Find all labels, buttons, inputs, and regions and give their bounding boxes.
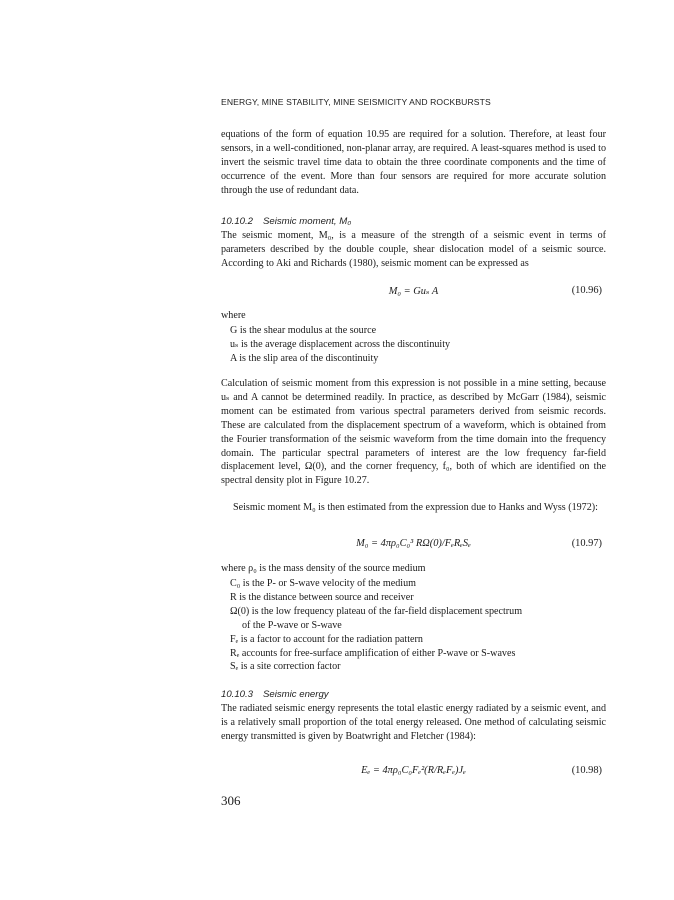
definition-list-2	[230, 577, 600, 674]
paragraph-intro: equations of the form of equation 10.95 are required for a solution. Therefore, at least four sensors, in a well-conditioned, non-planar array, are required. A least-squares method is used to invert the seismic travel time data to obtain the three coordinate components and the time of occurrence of the event. More than four sensors are required for more accurate solution through the use of redundant data.	[221, 129, 606, 196]
definition-item: Sₑ is a site correction factor	[230, 661, 341, 673]
equation-body: Eₑ = 4πρ₀C₀Fₑ²(R/RₑFₑ)Jₑ	[361, 765, 466, 776]
paragraph-calculation: Calculation of seismic moment from this expression is not possible in a mine setting, because uₛ and A cannot be determined readily. In practice, as described by McGarr (1984), seismic moment can be estimated from various spectral parameters derived from seismic records. These are calculated from the displacement spectrum of a waveform, which is obtained from the Fourier transformation of the seismic waveform from the time domain into the frequency domain. The particular spectral parameters of interest are the low frequency far-field displacement level, Ω(0), and the corner frequency, f₀, both of which are identified on the spectral density plot in Figure 10.27.	[221, 378, 606, 487]
paragraph-text: Seismic moment M₀ is then estimated from the expression due to Hanks and Wyss (1972):	[233, 502, 598, 513]
section-heading-seismic-energy	[221, 689, 606, 700]
paragraph-hanks-wyss	[221, 501, 606, 515]
section-title: Seismic moment, M₀	[263, 216, 352, 227]
section-number: 10.10.2	[221, 216, 254, 227]
definition-item-continued: of the P-wave or S-wave	[242, 619, 342, 631]
equation-number: (10.96)	[571, 285, 602, 296]
where-rho-line: where ρ₀ is the mass density of the source medium	[221, 563, 426, 574]
equation-10-96	[221, 285, 606, 301]
definition-item: C₀ is the P- or S-wave velocity of the medium	[230, 578, 417, 589]
definition-item: Rₑ accounts for free-surface amplification of either P-wave or S-waves	[230, 647, 516, 659]
definition-list-1	[230, 324, 600, 366]
running-head: ENERGY, MINE STABILITY, MINE SEISMICITY AND ROCKBURSTS	[221, 97, 491, 107]
equation-body: M₀ = Guₛ A	[388, 286, 439, 297]
definition-item: R is the distance between source and receiver	[230, 591, 414, 603]
section-heading-seismic-moment	[221, 216, 606, 227]
section-number: 10.10.3	[221, 689, 254, 700]
definition-item: Fₑ is a factor to account for the radiation pattern	[230, 633, 423, 645]
definition-item: Ω(0) is the low frequency plateau of the far-field displacement spectrum	[230, 605, 523, 617]
equation-number: (10.97)	[571, 538, 602, 549]
where-label: where	[221, 310, 246, 321]
section-title: Seismic energy	[263, 689, 329, 700]
equation-10-97	[221, 538, 606, 554]
definition-item: G is the shear modulus at the source	[230, 325, 377, 336]
paragraph-moment-definition: The seismic moment, M₀, is a measure of the strength of a seismic event in terms of parameters described by the double couple, shear dislocation model of a seismic source. According to Aki and Richards (1980), seismic moment can be expressed as	[221, 230, 606, 269]
definition-item: uₛ is the average displacement across the discontinuity	[230, 338, 451, 350]
page-number: 306	[221, 793, 241, 808]
equation-10-98	[221, 765, 606, 781]
equation-number: (10.98)	[571, 765, 602, 776]
equation-body: M₀ = 4πρ₀C₀³ RΩ(0)/FₑRₑSₑ	[356, 538, 471, 549]
paragraph-energy-definition: The radiated seismic energy represents the total elastic energy radiated by a seismic event, and is a relatively small proportion of the total energy released. One method of calculating seismic energy transmitted is given by Boatwright and Fletcher (1984):	[221, 703, 606, 742]
definition-item: A is the slip area of the discontinuity	[230, 352, 379, 364]
